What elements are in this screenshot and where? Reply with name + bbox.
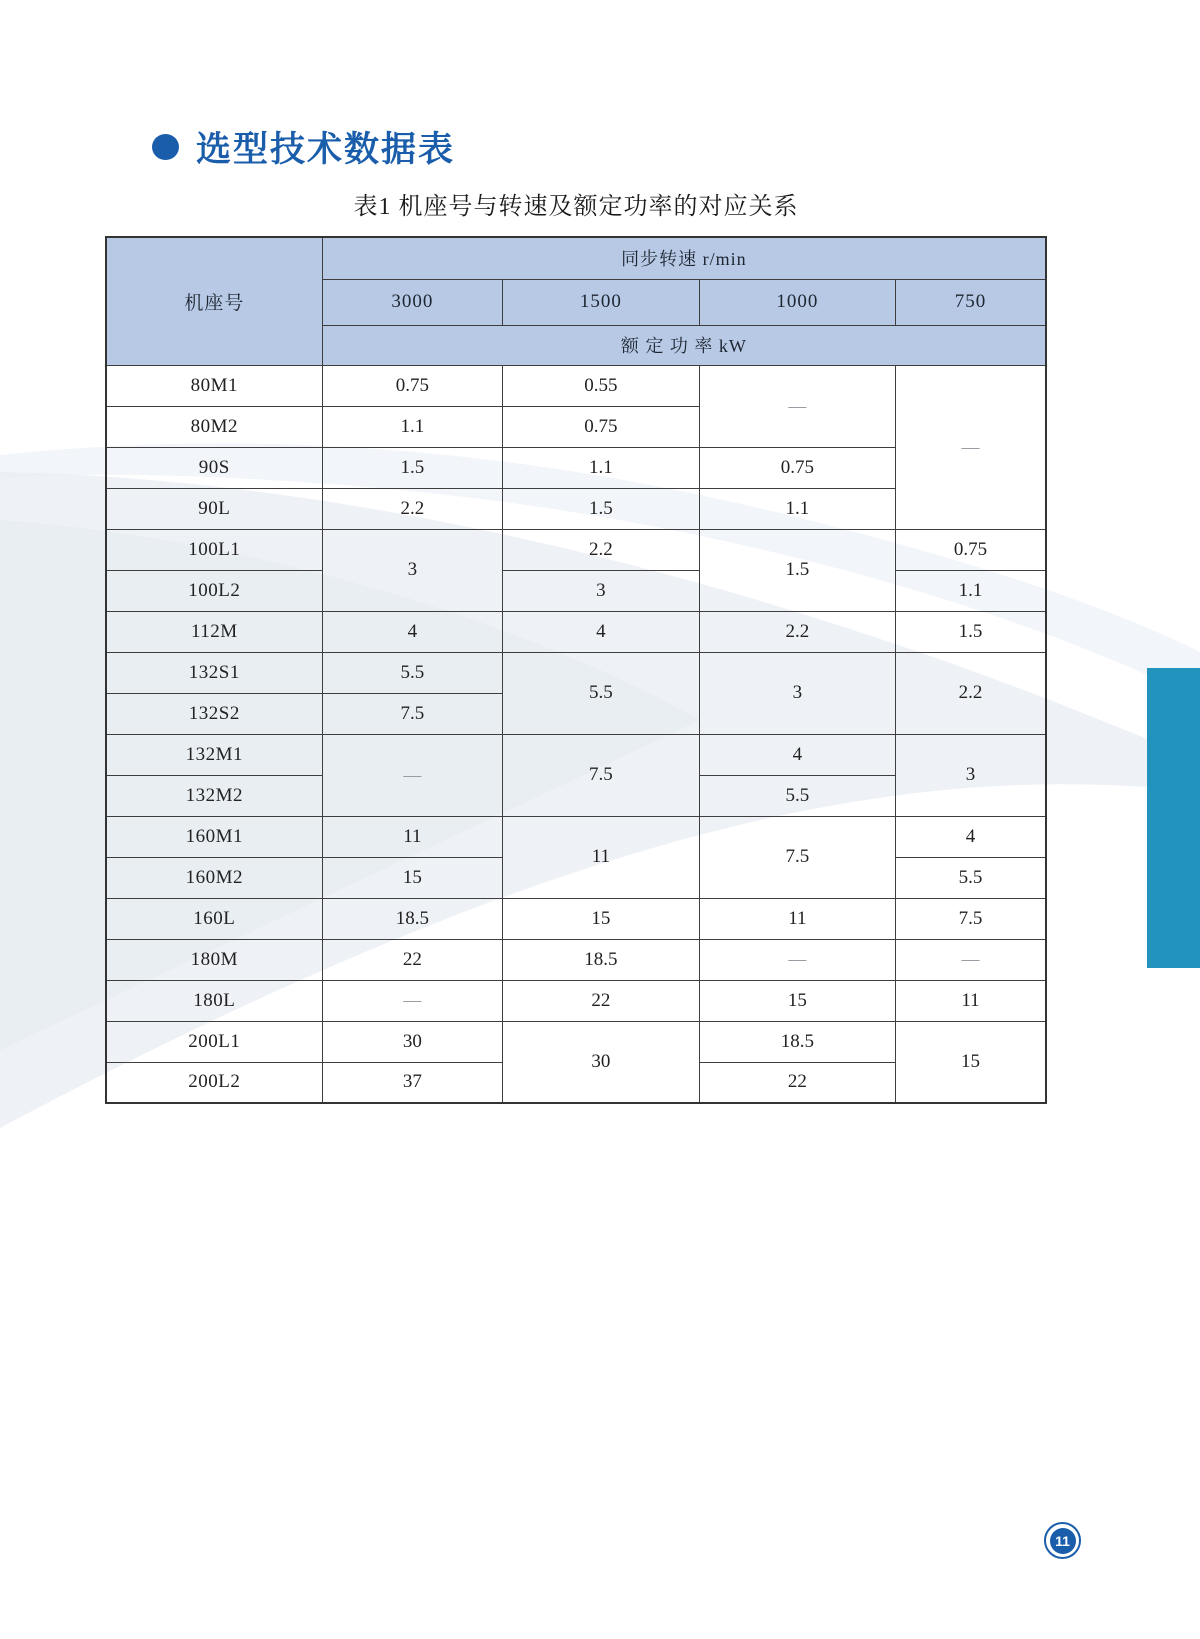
power-cell: 11	[322, 816, 502, 857]
power-cell: 11	[699, 898, 895, 939]
selection-data-table	[105, 236, 1047, 1104]
power-cell: 15	[896, 1021, 1046, 1103]
power-cell: 2.2	[699, 611, 895, 652]
frame-cell: 80M2	[106, 406, 322, 447]
frame-cell: 80M1	[106, 365, 322, 406]
page-number-badge	[1044, 1522, 1081, 1559]
power-cell: 4	[896, 816, 1046, 857]
power-cell: 2.2	[896, 652, 1046, 734]
power-cell: 30	[322, 1021, 502, 1062]
frame-cell: 200L2	[106, 1062, 322, 1103]
table-row	[106, 734, 1046, 775]
power-cell: 7.5	[503, 734, 699, 816]
power-cell: 1.5	[322, 447, 502, 488]
power-cell: 0.75	[503, 406, 699, 447]
power-cell: 0.75	[896, 529, 1046, 570]
power-cell: 5.5	[699, 775, 895, 816]
frame-cell: 90S	[106, 447, 322, 488]
power-cell: 1.1	[322, 406, 502, 447]
power-cell: 3	[503, 570, 699, 611]
power-header-cell: 额 定 功 率 kW	[322, 325, 1046, 365]
power-cell: 2.2	[322, 488, 502, 529]
power-cell: 0.75	[699, 447, 895, 488]
table-row	[106, 570, 1046, 611]
power-cell: 18.5	[322, 898, 502, 939]
table-row	[106, 529, 1046, 570]
header-row-group	[106, 237, 1046, 279]
frame-cell: 132S2	[106, 693, 322, 734]
table-row	[106, 611, 1046, 652]
table-row	[106, 939, 1046, 980]
power-cell: 2.2	[503, 529, 699, 570]
frame-cell: 160M2	[106, 857, 322, 898]
power-cell: 7.5	[896, 898, 1046, 939]
power-cell: 4	[322, 611, 502, 652]
frame-cell: 160M1	[106, 816, 322, 857]
page-number: 11	[1050, 1528, 1076, 1554]
power-cell: 18.5	[503, 939, 699, 980]
power-cell: 0.75	[322, 365, 502, 406]
power-cell: 3	[322, 529, 502, 611]
power-cell: 22	[503, 980, 699, 1021]
table-row	[106, 365, 1046, 406]
power-cell: 1.5	[503, 488, 699, 529]
power-cell: 7.5	[322, 693, 502, 734]
power-cell: 1.5	[699, 529, 895, 611]
power-cell: 11	[896, 980, 1046, 1021]
power-cell: 3	[699, 652, 895, 734]
speed-col-header: 3000	[322, 279, 502, 325]
bullet-circle-icon	[152, 134, 179, 160]
table-row	[106, 1021, 1046, 1062]
frame-cell: 100L1	[106, 529, 322, 570]
power-cell: —	[699, 939, 895, 980]
frame-cell: 90L	[106, 488, 322, 529]
frame-cell: 100L2	[106, 570, 322, 611]
power-cell: 22	[322, 939, 502, 980]
power-cell: 4	[503, 611, 699, 652]
power-cell: 7.5	[699, 816, 895, 898]
power-cell: 0.55	[503, 365, 699, 406]
speed-col-header: 1000	[699, 279, 895, 325]
corner-header-cell: 机座号	[106, 237, 322, 365]
frame-cell: 200L1	[106, 1021, 322, 1062]
power-cell: 18.5	[699, 1021, 895, 1062]
power-cell: 5.5	[322, 652, 502, 693]
frame-cell: 180M	[106, 939, 322, 980]
page-title: 选型技术数据表	[196, 130, 456, 169]
power-cell: 4	[699, 734, 895, 775]
power-cell: 1.5	[896, 611, 1046, 652]
table-row	[106, 816, 1046, 857]
table-header	[106, 237, 1046, 365]
power-cell: —	[322, 980, 502, 1021]
power-cell: 15	[503, 898, 699, 939]
power-cell: 30	[503, 1021, 699, 1103]
power-cell: 11	[503, 816, 699, 898]
power-cell: 37	[322, 1062, 502, 1103]
power-cell: —	[896, 939, 1046, 980]
power-cell: 22	[699, 1062, 895, 1103]
frame-cell: 132M2	[106, 775, 322, 816]
frame-cell: 160L	[106, 898, 322, 939]
power-cell: 15	[322, 857, 502, 898]
frame-cell: 180L	[106, 980, 322, 1021]
frame-cell: 112M	[106, 611, 322, 652]
power-cell: —	[896, 365, 1046, 529]
power-cell: 1.1	[503, 447, 699, 488]
table-body	[106, 365, 1046, 1103]
table-row	[106, 898, 1046, 939]
table-row	[106, 980, 1046, 1021]
section-header	[152, 122, 455, 172]
power-cell: 1.1	[699, 488, 895, 529]
frame-cell: 132S1	[106, 652, 322, 693]
power-cell: 5.5	[896, 857, 1046, 898]
speed-col-header: 750	[896, 279, 1046, 325]
power-cell: —	[699, 365, 895, 447]
power-cell: —	[322, 734, 502, 816]
frame-cell: 132M1	[106, 734, 322, 775]
table-row	[106, 652, 1046, 693]
speed-col-header: 1500	[503, 279, 699, 325]
power-cell: 15	[699, 980, 895, 1021]
table-caption: 表1 机座号与转速及额定功率的对应关系	[353, 194, 799, 220]
speed-group-header-cell: 同步转速 r/min	[322, 237, 1046, 279]
power-cell: 1.1	[896, 570, 1046, 611]
power-cell: 3	[896, 734, 1046, 816]
power-cell: 5.5	[503, 652, 699, 734]
